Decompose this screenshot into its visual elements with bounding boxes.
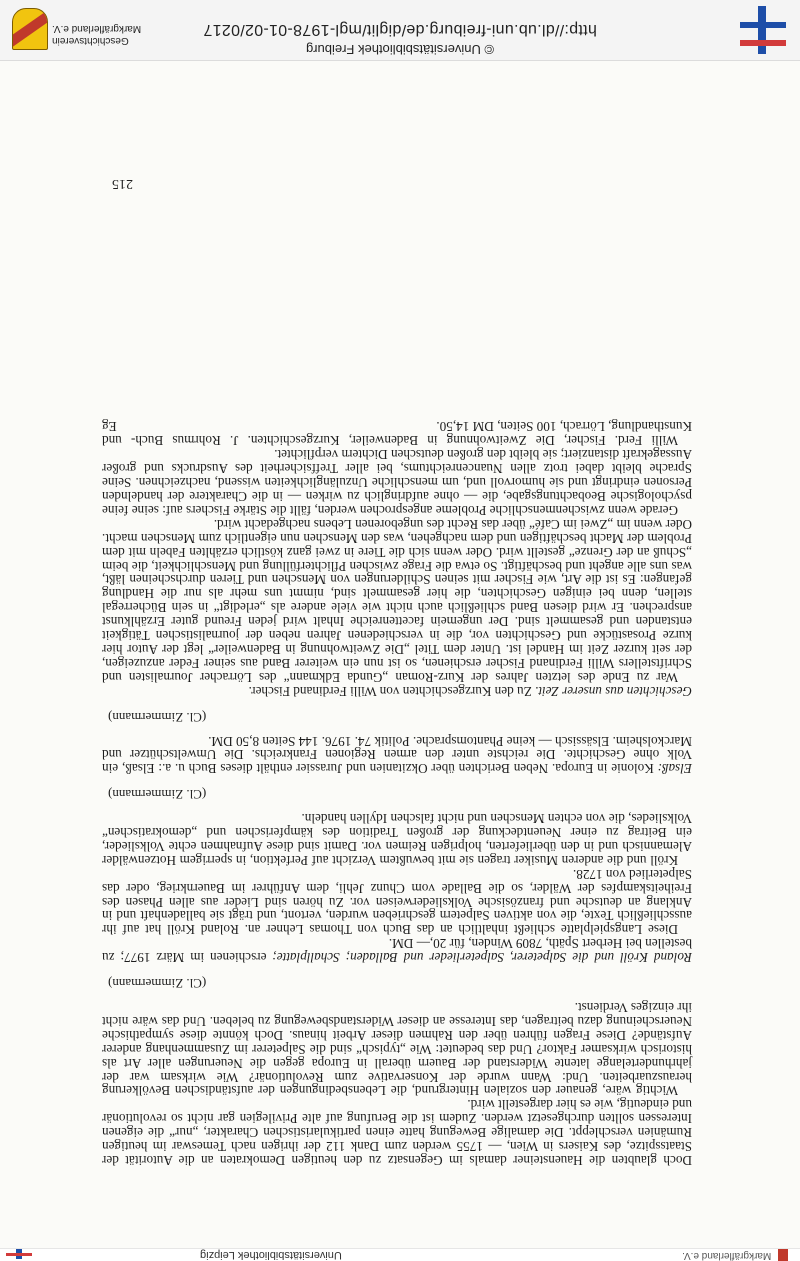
viewer-footer <box>0 0 800 61</box>
paragraph-5: War zu Ende des letzten Jahres der Kurz-Roman „Gunda Edkmann“ des Lörracher Journalisten und Schriftstellers Willi Ferdinand Fischer erschienen, so ist nun ein weiterer Band aus seiner Feder anzuzeigen, der seit kurzer Zeit im Handel ist. Unter dem Titel „Die Zweitwohnung in Badenweiler“ legt der Autor hier kurze Prosastücke und Geschichten vor, die in verschiedenen Jahren neben der journalistischen Tätigkeit entstanden und gesammelt sind. Der ungemein facettenreiche Inhalt wird jeden Freund guter Erzählkunst ansprechen. Er wird diesen Band schließlich auch nicht wie viele andere als „erledigt“ in sein Bücherregal stellen, denn bei einigen Geschichten, die hier gesammelt sind, nimmt uns mehr als nur die Handlung gefangen: Es ist die Art, wie Fischer mit seinen Schilderungen von Menschen und Tieren durchscheinen läßt, was uns alle angeht und beschäftigt. So etwa die Frage zwischen Pflichterfüllung und Menschlichkeit, die beim „Schuß an der Grenze“ gestellt wird. Oder wenn sich die Tiere in zwei ganz köstlich erzählten Fabeln mit dem Problem der Macht beschäftigen und dem nachgehen, was den Menschen nun eigentlich zum Menschen macht. Oder wenn im „Zwei im Café“ über das Recht des ungeborenen Lebens nachgedacht wird. <box>102 516 692 685</box>
markgraeflerland-coat-of-arms-icon <box>12 8 48 50</box>
paragraph-6: Gerade wenn zwischenmenschliche Probleme angesprochen werden, fällt die Stärke Fischers auf: seine feine psychologische Beobachtungsgabe, die — ohne aufdringlich zu wirken — in die Charaktere der handelnden Personen eindringt und sie humorvoll und, um menschliche Unzulänglichkeiten wissend, nachzeichnen. Seine Sprache bleibt dabei trotz allen Nuancenreichtums, bei aller Treffsicherheit des Ausdrucks und großer Aussagekraft distanziert; sie bleibt den großen deutschen Dichtern verpflichtet. <box>102 447 692 518</box>
page-number <box>102 175 692 191</box>
top-bar-logo-icon <box>6 1249 32 1259</box>
top-bar-brand <box>682 1249 788 1261</box>
footer-copyright: © Universitätsbibliothek Freiburg <box>305 42 495 57</box>
footer-permalink[interactable]: http://dl.ub.uni-freiburg.de/diglit/mgl-1978-01-02/0217 <box>203 21 597 38</box>
paragraph-3: Diese Langspielplatte schließt inhaltlich an das Buch von Thomas Lehner an. Roland Kröll hat auf ihr ausschließlich Texte, die von aktiven Salpetern geschrieben wurden, vertont, und trägt sie balladenhaft und in Anklang an deutsche und französische Volksliederweisen vor. Zu hören sind Lieder aus allen Phasen des Freiheitskampfes der Wälder, so die Ballade vom Chunz Jehli, dem Anführer im Bauernkrieg, oder das Salpeterlied von 1728. <box>102 866 692 938</box>
page-number-value: 215 <box>112 176 133 191</box>
book-citation: Willi Ferd. Fischer, Die Zweitwohnung in Badenweiler, Kurzgeschichten. J. Rohrmus Buch- und Kunsthandlung, Lörrach, 100 Seiten, DM 14,50. <box>102 419 692 449</box>
review-2-title: Roland Kröll und die Salpeterer, Salpeterlieder und Balladen; Schallplatte; <box>272 950 692 966</box>
footer-brand-text <box>52 22 141 46</box>
review-3-body: Kolonie in Europa. Neben Berichten über Okzitanien und Jurassier enthält dieses Buch u. a.: Elsaß, ein Volk ohne Geschichte. Die reichste unter den armen Regionen Frankreichs. Die Umweltschützer und Marckolsheim. Elsässisch — keine Phantomsprache. Politik 74. 1976. 144 Seiten 8,50 DM. <box>102 733 692 777</box>
mini-coat-of-arms-icon <box>778 1249 788 1261</box>
top-bar-left-text: Markgräflerland e.V. <box>682 1250 772 1261</box>
review-2-heading <box>102 936 692 964</box>
top-bar-url: Universitätsbibliothek Leipzig <box>200 1249 342 1261</box>
review-2-intro: erschienen im März 1977; zu bestellen bei Herbert Späth, 7809 Winden, für 20,— DM. <box>102 936 692 966</box>
review-3-title: Elsaß: <box>657 761 692 777</box>
paragraph-1: Doch glaubten die Hauensteiner damals im Gegensatz zu den heutigen Demokraten an die Autorität der Staatsspitze, des Kaisers in Wien, — 1755 werden zum Dank 112 der ihrigen nach Temeswar im heutigen Rumänien verschleppt. Die damalige Bewegung hatte einen partikularistischen Charakter, „nur“ die eigenen Interessen sollten durchgesetzt werden. Zudem ist die Berufung auf alte Privilegien gar nicht so revolutionär und eindeutig, wie es hier dargestellt wird. <box>102 1097 692 1168</box>
paragraph-7 <box>102 420 692 448</box>
review-4-title: Geschichten aus unserer Zeit. <box>534 683 692 699</box>
footer-brand-line1: Geschichtsverein <box>52 35 129 46</box>
article-body <box>102 420 692 1167</box>
signature-4: Eg <box>102 419 117 435</box>
footer-text <box>190 18 610 58</box>
footer-brand <box>12 8 152 52</box>
review-4-intro: Zu den Kurzgeschichten von Willi Ferdinand Fischer. <box>248 683 535 699</box>
viewer-top-bar <box>0 1248 800 1259</box>
paragraph-2: Wichtig wäre, genauer den sozialen Hintergrund, die Lebensbedingungen der aufständischen Bevölkerung herauszuarbeiten. Und: Wann wurde der Konservative zum Revolutionär? Wie wirksam war der jahrhundertelange latente Widerstand der Bauern überall in Europa gegen die Neuerungen aller Art als historisch wirksamer Faktor? Und das bedeutet: Wie „typisch“ sind die Salpeterer im Zusammenhang anderer Aufstände? Diese Fragen führen über den Rahmen dieser Arbeit hinaus. Doch könnte diese sympathische Neuerscheinung dazu beitragen, das Interesse an dieser Widerstandsbewegung zu beleben. Und das wäre nicht ihr einziges Verdienst. <box>102 1000 692 1099</box>
signature-1: (Cl. Zimmermann) <box>108 976 207 992</box>
signature-2: (Cl. Zimmermann) <box>108 787 207 803</box>
paragraph-4: Kröll und die anderen Musiker tragen sie mit bewußtem Verzicht auf Perfektion, in sperrigem Hotzenwälder Alemannisch und in den überlieferten, holprigen Reimen vor. Damit sind diese Aufnahmen echte Volkslieder, ein Beitrag zu einer Neuentdeckung der großen Tradition des kämpferischen und „demokratischen“ Volksliedes, die von echten Menschen und nicht falschen Idyllen handeln. <box>102 811 692 868</box>
footer-brand-line2: Markgräflerland e.V. <box>52 23 142 34</box>
review-3-heading <box>102 734 692 776</box>
ub-freiburg-logo-icon <box>740 6 786 54</box>
signature-3: (Cl. Zimmermann) <box>108 709 207 725</box>
review-4-heading <box>102 684 692 698</box>
